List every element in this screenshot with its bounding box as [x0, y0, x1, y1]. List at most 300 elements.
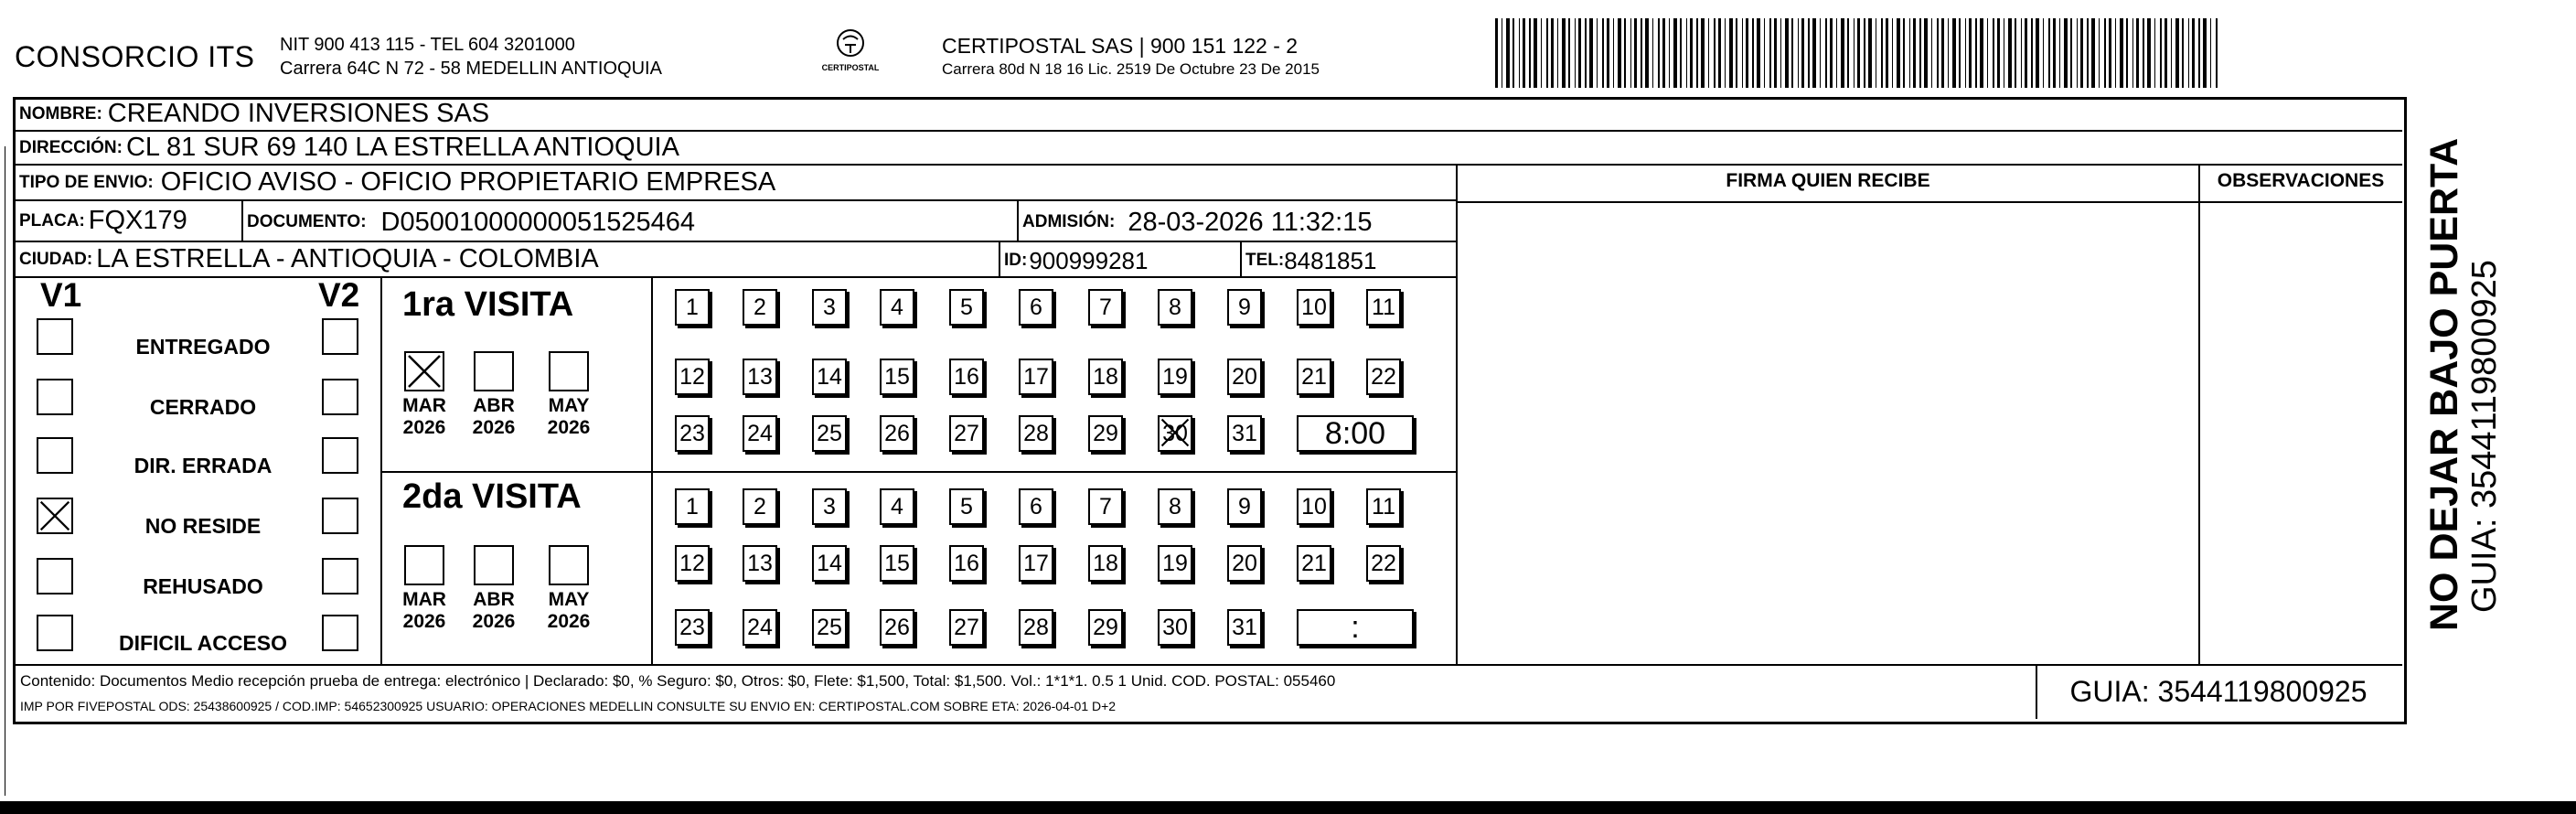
tel-label: TEL:: [1245, 251, 1285, 270]
barcode-bar: [1854, 18, 1855, 88]
day-number: 14: [817, 363, 842, 390]
footer-guia: GUIA: 3544119800925: [2069, 674, 2368, 708]
barcode-bar: [1690, 18, 1693, 88]
barcode-bar: [2064, 18, 2068, 88]
barcode-bar: [2087, 18, 2089, 88]
barcode-bar: [1546, 18, 1548, 88]
barcode-bar: [2175, 18, 2179, 88]
barcode-bar: [1714, 18, 1716, 88]
day-number: 3: [823, 294, 836, 320]
second-visit-day-box[interactable]: [949, 488, 984, 525]
status-v2-checkbox[interactable]: [322, 498, 358, 534]
barcode-bar: [1658, 18, 1660, 88]
first-visit-day-box[interactable]: [1019, 415, 1053, 452]
barcode-bar: [1847, 18, 1849, 88]
barcode-bar: [2031, 18, 2033, 88]
carrier-info: [942, 33, 1320, 80]
first-visit-day-box[interactable]: [1019, 359, 1053, 395]
day-number: 5: [960, 294, 973, 320]
second-visit-day-box[interactable]: [812, 488, 847, 525]
day-number: 6: [1030, 294, 1042, 320]
day-number: 1: [686, 294, 699, 320]
scan-bottom-band: [0, 801, 2576, 814]
barcode-bar: [2188, 18, 2189, 88]
status-v2-checkbox[interactable]: [322, 558, 358, 594]
barcode-bar: [1602, 18, 1604, 88]
first-visit-day-box[interactable]: [675, 415, 710, 452]
barcode-bar: [1752, 18, 1754, 88]
barcode-bar: [2109, 18, 2111, 88]
first-visit-day-box[interactable]: [949, 359, 984, 395]
barcode-bar: [2210, 18, 2211, 88]
first-visit-day-box[interactable]: [812, 415, 847, 452]
status-v1-checkbox[interactable]: [37, 498, 73, 534]
divider: [999, 242, 1000, 278]
time-value: :: [1351, 609, 1360, 645]
barcode-bar: [2104, 18, 2106, 88]
barcode-bar: [1931, 18, 1932, 88]
barcode-bar: [1780, 18, 1781, 88]
first-visit-month-checkbox[interactable]: [549, 351, 589, 391]
day-number: 23: [679, 614, 705, 640]
x-mark-icon: [38, 499, 71, 532]
day-number: 25: [817, 614, 842, 640]
second-visit-day-box[interactable]: [1366, 545, 1401, 582]
day-number: 9: [1238, 493, 1251, 519]
second-visit-day-box[interactable]: [880, 609, 914, 646]
x-mark-icon: [1160, 417, 1191, 448]
day-number: 12: [679, 363, 705, 390]
status-v2-checkbox[interactable]: [322, 318, 358, 355]
day-number: 20: [1232, 363, 1257, 390]
side-guia: GUIA: 3544119800925: [2465, 260, 2504, 613]
status-v1-checkbox[interactable]: [37, 318, 73, 355]
second-visit-day-box[interactable]: [1019, 545, 1053, 582]
barcode-bar: [1585, 18, 1587, 88]
tel-value: 8481851: [1284, 246, 1377, 274]
barcode-bar: [1757, 18, 1760, 88]
divider: [1017, 201, 1019, 242]
day-number: 22: [1371, 363, 1396, 390]
day-number: 4: [891, 493, 903, 519]
ciudad-label: CIUDAD:: [19, 249, 93, 269]
barcode-bar: [1575, 18, 1576, 88]
barcode-bar: [1673, 18, 1677, 88]
barcode-bar: [1506, 18, 1510, 88]
admision-label: ADMISIÓN:: [1022, 212, 1116, 231]
barcode-bar: [1836, 18, 1837, 88]
day-number: 18: [1093, 550, 1118, 576]
second-visit-time-box[interactable]: [1297, 609, 1414, 646]
second-visit-day-box[interactable]: [1227, 545, 1262, 582]
tipo-row: [16, 166, 1456, 201]
first-visit-day-box[interactable]: [812, 289, 847, 326]
day-number: 15: [884, 550, 910, 576]
documento-value: D05001000000051525464: [380, 207, 696, 237]
signature-area[interactable]: [1458, 203, 2197, 662]
barcode-bar: [1708, 18, 1709, 88]
first-visit-month-checkbox[interactable]: [404, 351, 444, 391]
second-visit-day-box[interactable]: [675, 545, 710, 582]
placa-label: PLACA:: [19, 210, 85, 230]
first-visit-day-box[interactable]: [675, 289, 710, 326]
barcode-bar: [1578, 18, 1581, 88]
x-mark-icon: [406, 353, 443, 390]
first-visit-day-box[interactable]: [1297, 289, 1331, 326]
v2-label: V2: [318, 276, 360, 314]
second-visit-day-box[interactable]: [1088, 488, 1123, 525]
second-visit-day-box[interactable]: [1088, 609, 1123, 646]
second-visit-month-checkbox[interactable]: [474, 545, 514, 585]
first-visit-month-label: [541, 395, 596, 439]
barcode-bar: [1812, 18, 1816, 88]
day-number: 8: [1169, 294, 1181, 320]
barcode-bar: [2143, 18, 2144, 88]
month-year: 2026: [547, 611, 591, 632]
firma-label: FIRMA QUIEN RECIBE: [1726, 170, 1930, 191]
second-visit-day-box[interactable]: [675, 609, 710, 646]
status-v2-checkbox[interactable]: [322, 615, 358, 651]
second-visit-day-box[interactable]: [880, 545, 914, 582]
barcode-bar: [1937, 18, 1939, 88]
first-visit-day-box[interactable]: [880, 415, 914, 452]
barcode-bar: [2036, 18, 2039, 88]
second-visit-day-box[interactable]: [812, 609, 847, 646]
day-number: 12: [679, 550, 705, 576]
status-label: DIR. ERRADA: [134, 454, 273, 477]
first-visit-day-box[interactable]: [1158, 359, 1192, 395]
barcode-bar: [1686, 18, 1687, 88]
barcode-bar: [1952, 18, 1956, 88]
day-number: 8: [1169, 493, 1181, 519]
day-number: 1: [686, 493, 699, 519]
documento-label: DOCUMENTO:: [247, 212, 367, 231]
day-number: 15: [884, 363, 910, 390]
day-number: 28: [1023, 614, 1049, 640]
observaciones-area[interactable]: [2200, 203, 2401, 662]
second-visit-month-checkbox[interactable]: [404, 545, 444, 585]
barcode-bar: [1746, 18, 1748, 88]
second-visit-day-box[interactable]: [880, 488, 914, 525]
second-visit-day-box[interactable]: [1019, 488, 1053, 525]
first-visit-day-box[interactable]: [949, 289, 984, 326]
status-v2-checkbox[interactable]: [322, 379, 358, 415]
first-visit-day-box[interactable]: [880, 289, 914, 326]
first-visit-day-box[interactable]: [1088, 289, 1123, 326]
day-number: 13: [747, 363, 773, 390]
status-v1-checkbox[interactable]: [37, 615, 73, 651]
first-visit-day-box[interactable]: [1366, 359, 1401, 395]
barcode-bar: [2077, 18, 2078, 88]
barcode-bar: [1568, 18, 1570, 88]
first-visit-day-box[interactable]: [1088, 415, 1123, 452]
day-number: 25: [817, 420, 842, 446]
barcode-bar: [2164, 18, 2167, 88]
barcode-bar: [2182, 18, 2184, 88]
first-visit-day-box[interactable]: [812, 359, 847, 395]
company-nit: NIT 900 413 115 - TEL 604 3201000: [280, 35, 575, 55]
month-name: ABR: [473, 395, 515, 416]
barcode-bar: [1630, 18, 1631, 88]
x-mark: [1160, 417, 1191, 450]
day-number: 16: [954, 363, 979, 390]
barcode-bar: [1680, 18, 1682, 88]
barcode-bar: [1634, 18, 1637, 88]
second-visit-day-box[interactable]: [743, 609, 777, 646]
status-v1-checkbox[interactable]: [37, 437, 73, 474]
status-label: ENTREGADO: [135, 335, 271, 359]
time-value: 8:00: [1324, 415, 1386, 451]
barcode-bar: [1830, 18, 1833, 88]
barcode-bar: [1562, 18, 1566, 88]
first-visit-day-box[interactable]: [1366, 289, 1401, 326]
first-visit-day-box[interactable]: [949, 415, 984, 452]
id-label: ID:: [1004, 251, 1028, 270]
barcode-bar: [1993, 18, 1994, 88]
day-number: 30: [1162, 614, 1188, 640]
admision-value: 28-03-2026 11:32:15: [1128, 207, 1373, 237]
first-visit-month-label: [397, 395, 452, 439]
company-address: Carrera 64C N 72 - 58 MEDELLIN ANTIOQUIA: [280, 59, 662, 79]
barcode-bar: [2043, 18, 2044, 88]
status-label: DIFICIL ACCESO: [118, 631, 287, 655]
barcode-bar: [1495, 18, 1498, 88]
barcode-bar: [1618, 18, 1621, 88]
barcode-bar: [1641, 18, 1642, 88]
barcode-bar: [1801, 18, 1804, 88]
day-number: 31: [1232, 420, 1257, 446]
day-number: 10: [1301, 493, 1327, 519]
barcode-bar: [1892, 18, 1893, 88]
barcode-bar: [1903, 18, 1905, 88]
day-number: 7: [1099, 493, 1112, 519]
second-visit-day-box[interactable]: [1019, 609, 1053, 646]
first-visit-day-box[interactable]: [1227, 289, 1262, 326]
barcode-bar: [1948, 18, 1949, 88]
day-number: 14: [817, 550, 842, 576]
day-number: 24: [747, 614, 773, 640]
barcode-bar: [2053, 18, 2056, 88]
barcode-bar: [2025, 18, 2027, 88]
direccion-row: [16, 132, 2402, 166]
second-visit-day-box[interactable]: [1227, 609, 1262, 646]
barcode-bar: [2203, 18, 2207, 88]
month-year: 2026: [472, 611, 516, 632]
first-visit-day-box[interactable]: [1227, 359, 1262, 395]
barcode-bar: [1857, 18, 1860, 88]
day-number: 17: [1023, 550, 1049, 576]
first-visit-day-box[interactable]: [1227, 415, 1262, 452]
carrier-logo-icon: [832, 27, 869, 59]
footer-content: Contenido: Documentos Medio recepción prueba de entrega: electrónico | Declarado: $0, % Seguro: $0, Otros: $0, Flete: $1,500, Total: $1,500. Vol.: 1*1*1. 0.5 1 Unid. COD. POSTAL: 055460: [20, 672, 1336, 690]
day-number: 28: [1023, 420, 1049, 446]
day-number: 19: [1162, 550, 1188, 576]
second-visit-day-box[interactable]: [1227, 488, 1262, 525]
first-visit-day-box[interactable]: [880, 359, 914, 395]
barcode-bar: [1764, 18, 1765, 88]
barcode-bar: [2216, 18, 2218, 88]
first-visit-month-label: [466, 395, 521, 439]
barcode-bar: [1729, 18, 1733, 88]
barcode-bar: [1980, 18, 1983, 88]
barcode-bar: [2120, 18, 2123, 88]
first-visit-day-box[interactable]: [1158, 289, 1192, 326]
carrier-name: CERTIPOSTAL SAS | 900 151 122 - 2: [942, 34, 1299, 58]
first-visit-day-box[interactable]: [1158, 415, 1192, 452]
day-number: 11: [1372, 294, 1395, 320]
day-number: 31: [1232, 614, 1257, 640]
barcode-bar: [1701, 18, 1705, 88]
first-visit-day-box[interactable]: [743, 415, 777, 452]
month-name: ABR: [473, 589, 515, 610]
second-visit-day-box[interactable]: [1158, 545, 1192, 582]
tipo-value: OFICIO AVISO - OFICIO PROPIETARIO EMPRESA: [160, 167, 776, 197]
direccion-value: CL 81 SUR 69 140 LA ESTRELLA ANTIOQUIA: [125, 133, 679, 162]
barcode-bar: [1969, 18, 1972, 88]
barcode-bar: [1774, 18, 1777, 88]
second-visit-day-box[interactable]: [949, 545, 984, 582]
second-visit-month-checkbox[interactable]: [549, 545, 589, 585]
second-visit-day-box[interactable]: [1158, 488, 1192, 525]
status-label: CERRADO: [149, 395, 257, 419]
second-visit-day-box[interactable]: [1158, 609, 1192, 646]
barcode-bar: [1841, 18, 1844, 88]
second-visit-month-label: [466, 589, 521, 633]
barcode-bar: [2091, 18, 2095, 88]
day-number: 2: [754, 493, 766, 519]
day-number: 10: [1301, 294, 1327, 320]
company-info: [280, 33, 662, 80]
day-number: 17: [1023, 363, 1049, 390]
barcode-bar: [2126, 18, 2128, 88]
barcode-bar: [1886, 18, 1888, 88]
barcode-bar: [2192, 18, 2195, 88]
carrier-logo-text: CERTIPOSTAL: [821, 63, 880, 72]
day-number: 19: [1162, 363, 1188, 390]
second-visit-day-box[interactable]: [1297, 488, 1331, 525]
second-visit-day-box[interactable]: [743, 545, 777, 582]
barcode-bar: [1919, 18, 1921, 88]
barcode-bar: [1868, 18, 1872, 88]
barcode-bar: [2048, 18, 2050, 88]
second-visit-day-box[interactable]: [812, 545, 847, 582]
barcode-bar: [1825, 18, 1827, 88]
second-visit-day-box[interactable]: [1297, 545, 1331, 582]
id-cell: [1004, 244, 1148, 277]
second-visit-title: 2da VISITA: [402, 477, 582, 516]
barcode-bar: [1669, 18, 1670, 88]
barcode-bar: [1607, 18, 1609, 88]
first-visit-day-box[interactable]: [1019, 289, 1053, 326]
carrier-logo: [809, 27, 892, 72]
day-number: 18: [1093, 363, 1118, 390]
first-visit-month-checkbox[interactable]: [474, 351, 514, 391]
barcode-bar: [2154, 18, 2155, 88]
second-visit-day-box[interactable]: [949, 609, 984, 646]
barcode-bar: [1997, 18, 2000, 88]
documento-cell: [247, 203, 695, 241]
admision-cell: [1022, 203, 1372, 241]
barcode: [1495, 18, 2218, 88]
barcode-bar: [1652, 18, 1653, 88]
first-visit-day-box[interactable]: [743, 359, 777, 395]
divider: [241, 201, 243, 242]
status-v1-checkbox[interactable]: [37, 558, 73, 594]
barcode-bar: [1864, 18, 1865, 88]
status-v2-checkbox[interactable]: [322, 437, 358, 474]
barcode-bar: [2059, 18, 2060, 88]
second-visit-month-label: [397, 589, 452, 633]
barcode-bar: [1736, 18, 1737, 88]
barcode-bar: [2008, 18, 2012, 88]
second-visit-day-box[interactable]: [1088, 545, 1123, 582]
first-visit-day-box[interactable]: [743, 289, 777, 326]
month-year: 2026: [472, 417, 516, 438]
first-visit-day-box[interactable]: [675, 359, 710, 395]
day-number: 29: [1093, 614, 1118, 640]
day-number: 7: [1099, 294, 1112, 320]
first-visit-day-box[interactable]: [1088, 359, 1123, 395]
day-number: 21: [1301, 363, 1327, 390]
barcode-bar: [1718, 18, 1721, 88]
day-number: 4: [891, 294, 903, 320]
day-number: 27: [954, 614, 979, 640]
barcode-bar: [1624, 18, 1626, 88]
ciudad-value: LA ESTRELLA - ANTIOQUIA - COLOMBIA: [96, 244, 599, 273]
second-visit-day-box[interactable]: [675, 488, 710, 525]
barcode-bar: [2136, 18, 2139, 88]
direccion-label: DIRECCIÓN:: [19, 137, 123, 157]
observaciones-label: OBSERVACIONES: [2217, 170, 2385, 191]
status-v1-checkbox[interactable]: [37, 379, 73, 415]
barcode-bar: [1613, 18, 1614, 88]
first-visit-day-box[interactable]: [1297, 359, 1331, 395]
second-visit-day-box[interactable]: [743, 488, 777, 525]
day-number: 6: [1030, 493, 1042, 519]
barcode-bar: [1924, 18, 1928, 88]
barcode-bar: [1597, 18, 1598, 88]
month-name: MAY: [548, 589, 590, 610]
barcode-bar: [2099, 18, 2100, 88]
day-number: 22: [1371, 550, 1396, 576]
barcode-bar: [1696, 18, 1698, 88]
barcode-bar: [1987, 18, 1988, 88]
barcode-bar: [1959, 18, 1961, 88]
day-number: 5: [960, 493, 973, 519]
divider: [380, 471, 1456, 473]
day-number: 30: [1162, 420, 1188, 446]
barcode-bar: [1909, 18, 1910, 88]
first-visit-time-box[interactable]: [1297, 415, 1414, 452]
barcode-bar: [1941, 18, 1944, 88]
day-number: 16: [954, 550, 979, 576]
barcode-bar: [1808, 18, 1810, 88]
day-number: 13: [747, 550, 773, 576]
barcode-bar: [1965, 18, 1966, 88]
second-visit-day-box[interactable]: [1366, 488, 1401, 525]
day-number: 20: [1232, 550, 1257, 576]
barcode-bar: [2080, 18, 2083, 88]
barcode-bar: [1512, 18, 1514, 88]
barcode-bar: [2147, 18, 2151, 88]
barcode-bar: [1881, 18, 1883, 88]
barcode-bar: [1785, 18, 1789, 88]
company-name: CONSORCIO ITS: [15, 40, 255, 73]
barcode-bar: [1791, 18, 1793, 88]
status-label: NO RESIDE: [144, 514, 262, 538]
month-year: 2026: [547, 417, 591, 438]
day-number: 24: [747, 420, 773, 446]
